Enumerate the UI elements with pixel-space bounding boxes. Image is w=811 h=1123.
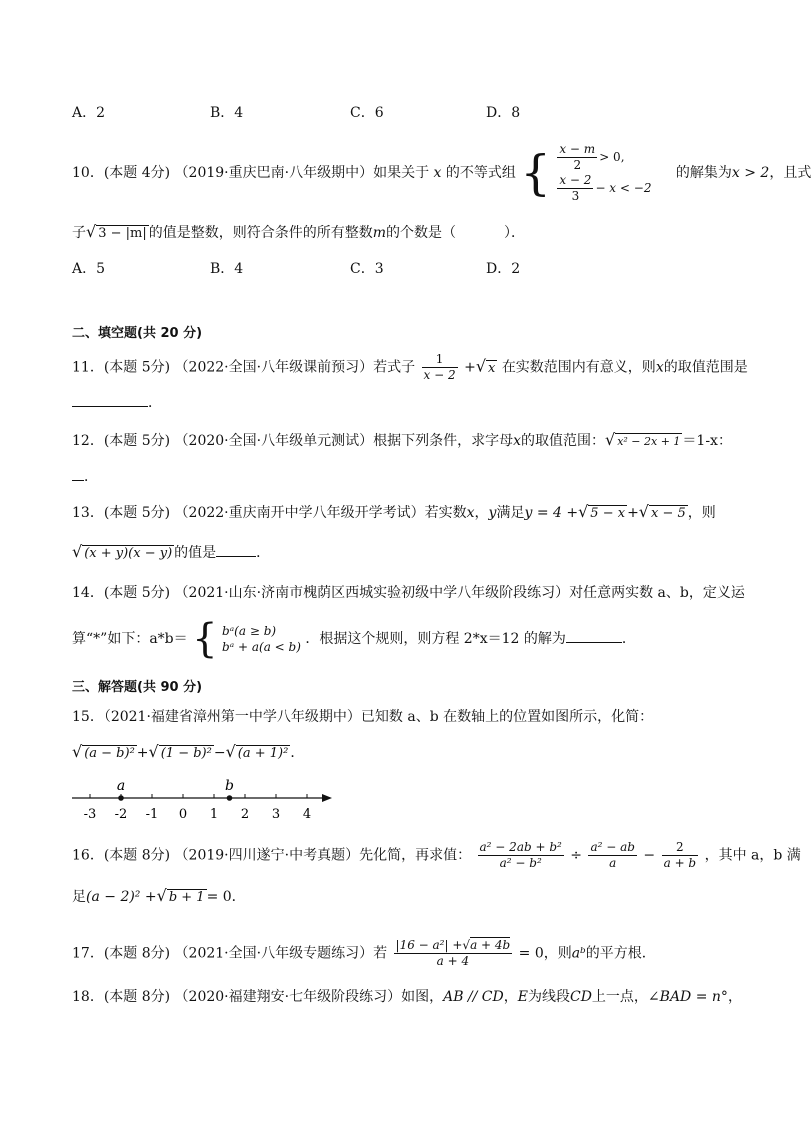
question-10-line2: 子√ 3 − |m| 的值是整数，则符合条件的所有整数m的个数是（ ）． bbox=[72, 222, 525, 241]
question-18: 18．(本题 8分) （2020·福建翔安·七年级阶段练习）如图，AB // CD，E为线段CD上一点，∠BAD = n°， bbox=[72, 989, 742, 1005]
number-line-arrow-icon bbox=[322, 794, 332, 802]
q9-option-d: D．8 bbox=[486, 105, 521, 121]
point-a-dot bbox=[118, 795, 124, 801]
q10-option-c: C．3 bbox=[350, 261, 384, 277]
inequality-system: $\frac{x - m}{2}$ > 0, $\frac{x - 2}{3}$ − x < −2 bbox=[559, 142, 652, 203]
answer-blank[interactable] bbox=[72, 406, 148, 407]
point-b-dot bbox=[227, 795, 233, 801]
number-line-tick-label: 1 bbox=[209, 807, 219, 822]
number-line-tick-label: -1 bbox=[145, 807, 159, 822]
question-12: 12．(本题 5分) （2020·全国·八年级单元测试）根据下列条件，求字母x的取值范围：√ x² − 2x + 1 ＝1-x： bbox=[72, 430, 732, 449]
q9-option-a: A．2 bbox=[72, 105, 106, 121]
number-line-tick-label: -2 bbox=[114, 807, 128, 822]
answer-blank[interactable] bbox=[72, 480, 84, 481]
point-b-label: b bbox=[225, 778, 234, 794]
section-fill-in-title: 二、填空题(共 20 分) bbox=[72, 326, 203, 341]
q9-option-c: C．6 bbox=[350, 105, 384, 121]
question-15-expression: √ (a − b)² +√ (1 − b)² −√ (a + 1)² ． bbox=[72, 742, 305, 761]
number-line-tick-label: 2 bbox=[240, 807, 250, 822]
q10-option-b: B．4 bbox=[210, 261, 244, 277]
question-11-answer: ． bbox=[72, 392, 734, 412]
number-line-tick-label: -3 bbox=[83, 807, 97, 822]
question-13-line2: √ (x + y)(x − y) 的值是 ． bbox=[72, 542, 271, 561]
question-12-answer: ． bbox=[72, 466, 734, 486]
question-10-line1: 10．(本题 4分) （2019·重庆巴南·八年级期中）如果关于 x 的不等式组 { $\frac{x - m}{2}$ > 0, $\frac{x - 2}{3}$ − x < −2 的解集为x > 2，且式 bbox=[72, 142, 811, 203]
question-15: 15．（2021·福建省漳州第一中学八年级期中）已知数 a、b 在数轴上的位置如图所示，化简： bbox=[72, 709, 654, 725]
question-16-line2: 足(a − 2)² +√ b + 1 = 0． bbox=[72, 886, 246, 905]
piecewise-definition: bᵃ(a ≥ b) bᵃ + a(a < b) bbox=[221, 624, 301, 654]
question-11: 11．(本题 5分) （2022·全国·八年级课前预习）若式子 $\frac{1}{x - 2}$ +√ x 在实数范围内有意义，则x的取值范围是 bbox=[72, 352, 748, 382]
number-line-tick-label: 0 bbox=[178, 807, 188, 822]
question-17: 17．(本题 8分) （2021·全国·八年级专题练习）若 $\frac{\text{|16 − a²| +√a + 4b}}{a + 4}$ = 0，则aᵇ的平方根． bbox=[72, 938, 656, 968]
q9-option-b: B．4 bbox=[210, 105, 244, 121]
system-brace: { bbox=[520, 145, 551, 201]
question-14-line2: 算“*”如下：a*b＝ { bᵃ(a ≥ b) bᵃ + a(a < b) ．根据这个规则，则方程 2*x＝12 的解为 ． bbox=[72, 616, 636, 662]
question-14: 14．(本题 5分) （2021·山东·济南市槐荫区西城实验初级中学八年级阶段练习）对任意两实数 a、b，定义运 bbox=[72, 585, 745, 601]
point-a-label: a bbox=[116, 778, 126, 794]
q10-option-a: A．5 bbox=[72, 261, 106, 277]
answer-blank[interactable] bbox=[216, 556, 256, 557]
question-13: 13．(本题 5分) （2022·重庆南开中学八年级开学考试）若实数x，y满足y = 4 +√ 5 − x +√ x − 5 ，则 bbox=[72, 502, 716, 521]
section-answer-title: 三、解答题(共 90 分) bbox=[72, 680, 203, 695]
answer-blank[interactable] bbox=[566, 642, 622, 643]
number-line-tick-label: 3 bbox=[271, 807, 281, 822]
q10-option-d: D．2 bbox=[486, 261, 521, 277]
number-line-figure bbox=[70, 776, 340, 826]
question-16: 16．(本题 8分) （2019·四川遂宁·中考真题）先化简，再求值： $\frac{\text{a² − 2ab + b²}}{\text{a² − b²}}$ ÷ $\frac{\text{a² − ab}}{a}$ − $\frac{2}{a + b}$ ，其中 a，b 满 bbox=[72, 840, 801, 870]
number-line-tick-label: 4 bbox=[302, 807, 312, 822]
